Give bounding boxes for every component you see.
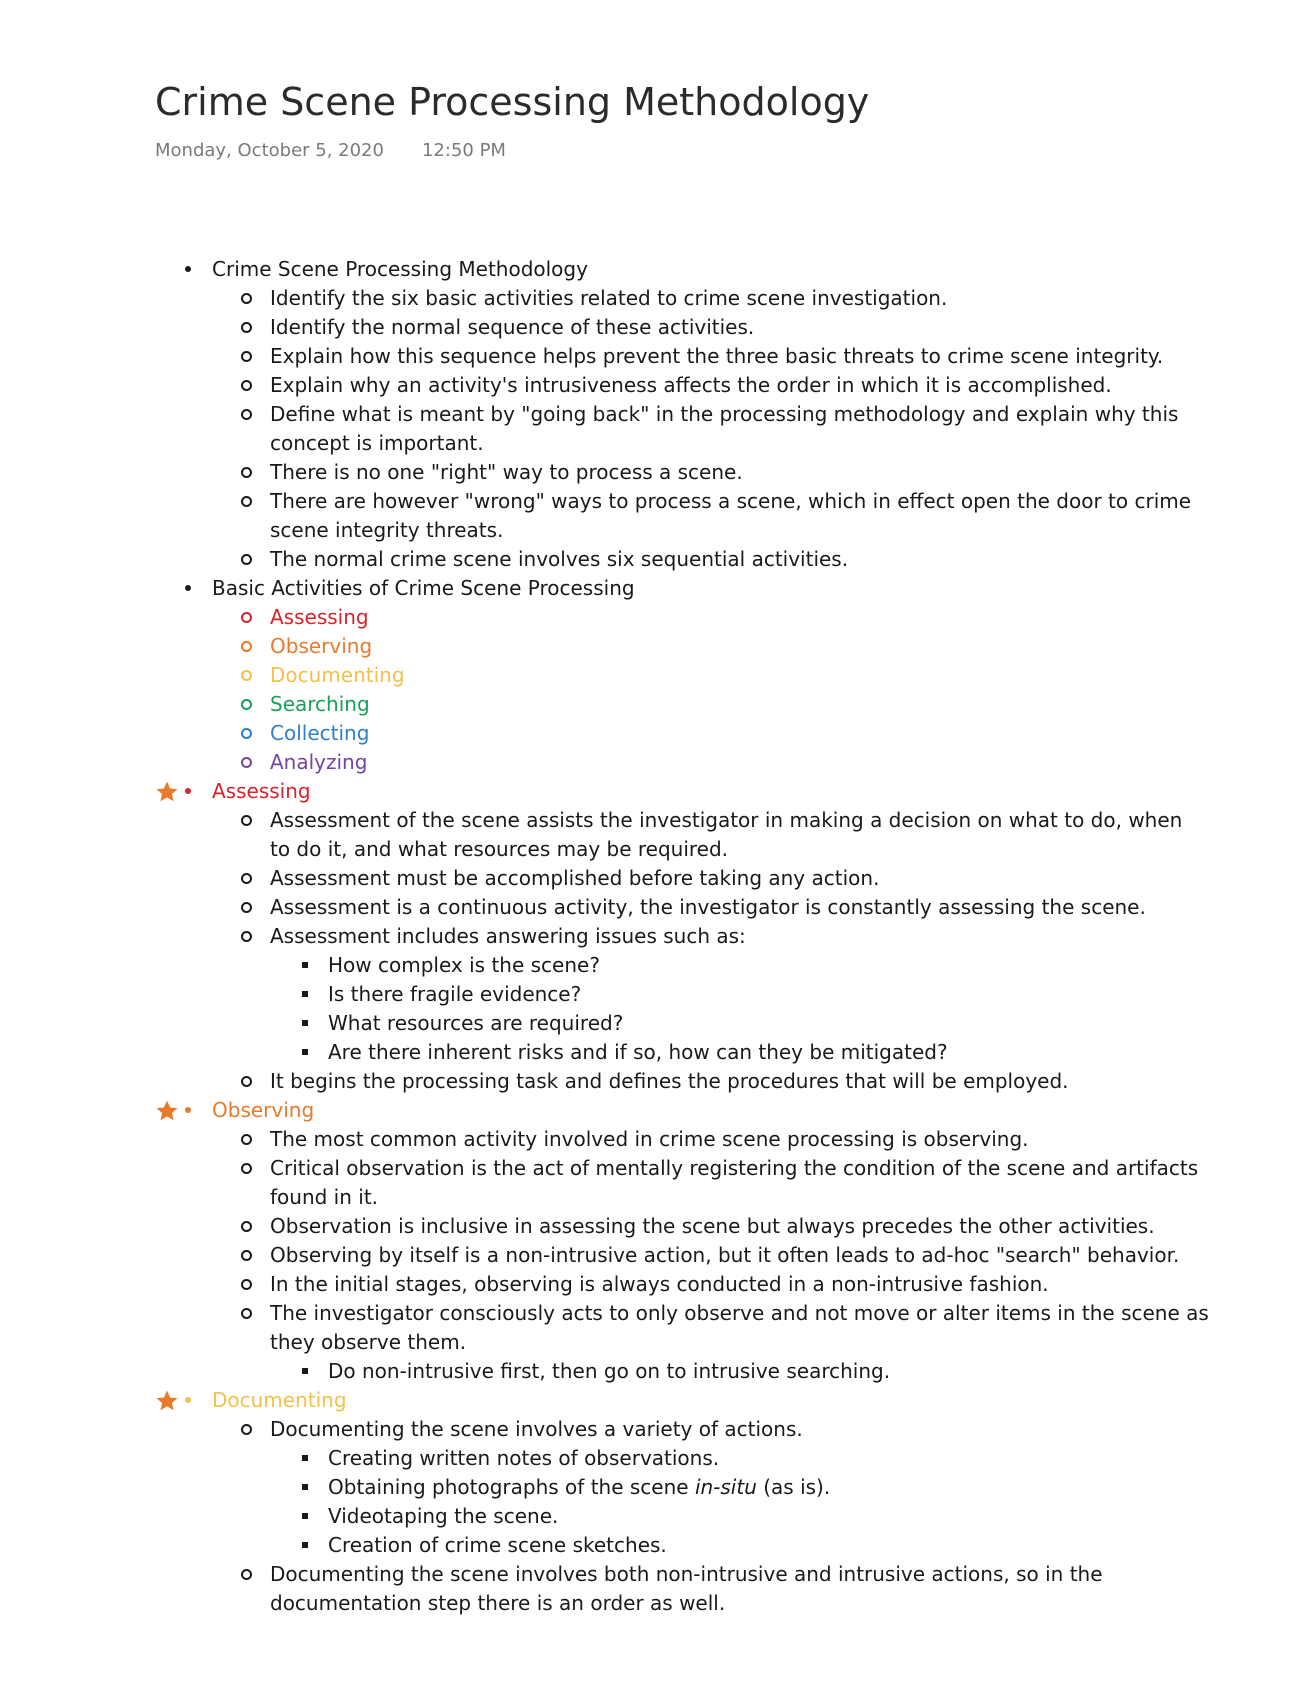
bullet-circle — [239, 1241, 253, 1270]
list-subitem — [0, 1473, 1306, 1502]
bullet-circle — [239, 1125, 253, 1154]
list-item-continuation: concept is important. — [270, 431, 484, 455]
bullet-circle — [239, 284, 253, 313]
bullet-circle — [239, 603, 253, 632]
bullet-circle — [239, 1415, 253, 1444]
list-item: Critical observation is the act of mentally registering the condition of the scene and artifacts — [0, 1154, 1306, 1183]
activity-analyzing: Analyzing — [0, 748, 1306, 777]
list-item: Identify the normal sequence of these activities. — [0, 313, 1306, 342]
list-item: The most common activity involved in crime scene processing is observing. — [0, 1125, 1306, 1154]
outline-heading-methodology: Crime Scene Processing Methodology — [0, 255, 1306, 284]
star-icon — [155, 780, 179, 804]
star-icon — [155, 1099, 179, 1123]
list-item: There are however "wrong" ways to process a scene, which in effect open the door to crime — [0, 487, 1306, 516]
list-subitem: Creation of crime scene sketches. — [0, 1531, 1306, 1560]
outline-heading-basic-activities: Basic Activities of Crime Scene Processing — [0, 574, 1306, 603]
list-item: Documenting the scene involves a variety of actions. — [0, 1415, 1306, 1444]
page-title: Crime Scene Processing Methodology — [155, 80, 870, 124]
list-item: Explain why an activity's intrusiveness affects the order in which it is accomplished. — [0, 371, 1306, 400]
bullet-circle — [239, 632, 253, 661]
list-subitem: What resources are required? — [0, 1009, 1306, 1038]
list-item-continuation: documentation step there is an order as well. — [270, 1591, 726, 1615]
bullet-square — [298, 1502, 312, 1531]
list-subitem: Creating written notes of observations. — [0, 1444, 1306, 1473]
star-icon — [155, 1389, 179, 1413]
page-date: Monday, October 5, 2020 — [155, 140, 384, 161]
bullet-dot — [181, 777, 195, 806]
list-item: Assessment includes answering issues such as: — [0, 922, 1306, 951]
list-item: Assessment of the scene assists the investigator in making a decision on what to do, when — [0, 806, 1306, 835]
bullet-square — [298, 1444, 312, 1473]
bullet-circle — [239, 748, 253, 777]
bullet-circle — [239, 922, 253, 951]
list-subitem: Do non-intrusive first, then go on to intrusive searching. — [0, 1357, 1306, 1386]
bullet-circle — [239, 806, 253, 835]
bullet-circle — [239, 864, 253, 893]
activity-observing: Observing — [0, 632, 1306, 661]
bullet-circle — [239, 545, 253, 574]
list-item: Assessment must be accomplished before taking any action. — [0, 864, 1306, 893]
bullet-circle — [239, 487, 253, 516]
list-item: There is no one "right" way to process a scene. — [0, 458, 1306, 487]
list-item: Explain how this sequence helps prevent the three basic threats to crime scene integrity. — [0, 342, 1306, 371]
bullet-square — [298, 1473, 312, 1502]
outline-heading-observing: Observing — [0, 1096, 1306, 1125]
list-item: The investigator consciously acts to only observe and not move or alter items in the scene as — [0, 1299, 1306, 1328]
bullet-dot — [181, 574, 195, 603]
list-item: Identify the six basic activities related to crime scene investigation. — [0, 284, 1306, 313]
bullet-circle — [239, 690, 253, 719]
bullet-circle — [239, 1560, 253, 1589]
bullet-circle — [239, 458, 253, 487]
outline-heading-assessing: Assessing — [0, 777, 1306, 806]
list-item: The normal crime scene involves six sequential activities. — [0, 545, 1306, 574]
bullet-square — [298, 1357, 312, 1386]
bullet-circle — [239, 1270, 253, 1299]
list-item: In the initial stages, observing is always conducted in a non-intrusive fashion. — [0, 1270, 1306, 1299]
bullet-circle — [239, 313, 253, 342]
list-item: Documenting the scene involves both non-intrusive and intrusive actions, so in the — [0, 1560, 1306, 1589]
list-item-continuation: found in it. — [270, 1185, 379, 1209]
bullet-square — [298, 1009, 312, 1038]
page-meta — [155, 140, 506, 161]
bullet-square — [298, 1038, 312, 1067]
list-item-continuation: to do it, and what resources may be required. — [270, 837, 729, 861]
bullet-square — [298, 951, 312, 980]
list-item: Assessment is a continuous activity, the investigator is constantly assessing the scene. — [0, 893, 1306, 922]
bullet-circle — [239, 1154, 253, 1183]
activity-searching: Searching — [0, 690, 1306, 719]
list-subitem: Is there fragile evidence? — [0, 980, 1306, 1009]
bullet-circle — [239, 1212, 253, 1241]
activity-collecting: Collecting — [0, 719, 1306, 748]
bullet-square — [298, 1531, 312, 1560]
bullet-circle — [239, 400, 253, 429]
activity-documenting: Documenting — [0, 661, 1306, 690]
list-item-continuation: scene integrity threats. — [270, 518, 504, 542]
activity-assessing: Assessing — [0, 603, 1306, 632]
bullet-dot — [181, 255, 195, 284]
outline-heading-documenting: Documenting — [0, 1386, 1306, 1415]
bullet-circle — [239, 342, 253, 371]
list-item: It begins the processing task and defines the procedures that will be employed. — [0, 1067, 1306, 1096]
list-item: Observation is inclusive in assessing the scene but always precedes the other activities. — [0, 1212, 1306, 1241]
bullet-square — [298, 980, 312, 1009]
list-subitem: Videotaping the scene. — [0, 1502, 1306, 1531]
bullet-circle — [239, 719, 253, 748]
page-time: 12:50 PM — [421, 140, 506, 161]
bullet-circle — [239, 893, 253, 922]
bullet-dot — [181, 1096, 195, 1125]
list-subitem: Are there inherent risks and if so, how can they be mitigated? — [0, 1038, 1306, 1067]
list-subitem: How complex is the scene? — [0, 951, 1306, 980]
list-item: Define what is meant by "going back" in the processing methodology and explain why this — [0, 400, 1306, 429]
list-item: Observing by itself is a non-intrusive action, but it often leads to ad-hoc "search" behavior. — [0, 1241, 1306, 1270]
bullet-circle — [239, 371, 253, 400]
bullet-circle — [239, 1299, 253, 1328]
list-item-continuation: they observe them. — [270, 1330, 467, 1354]
outline — [0, 255, 1306, 1618]
bullet-circle — [239, 1067, 253, 1096]
bullet-dot — [181, 1386, 195, 1415]
list-subitem-text: Obtaining photographs of the scene in-situ (as is). — [328, 1475, 831, 1499]
bullet-circle — [239, 661, 253, 690]
